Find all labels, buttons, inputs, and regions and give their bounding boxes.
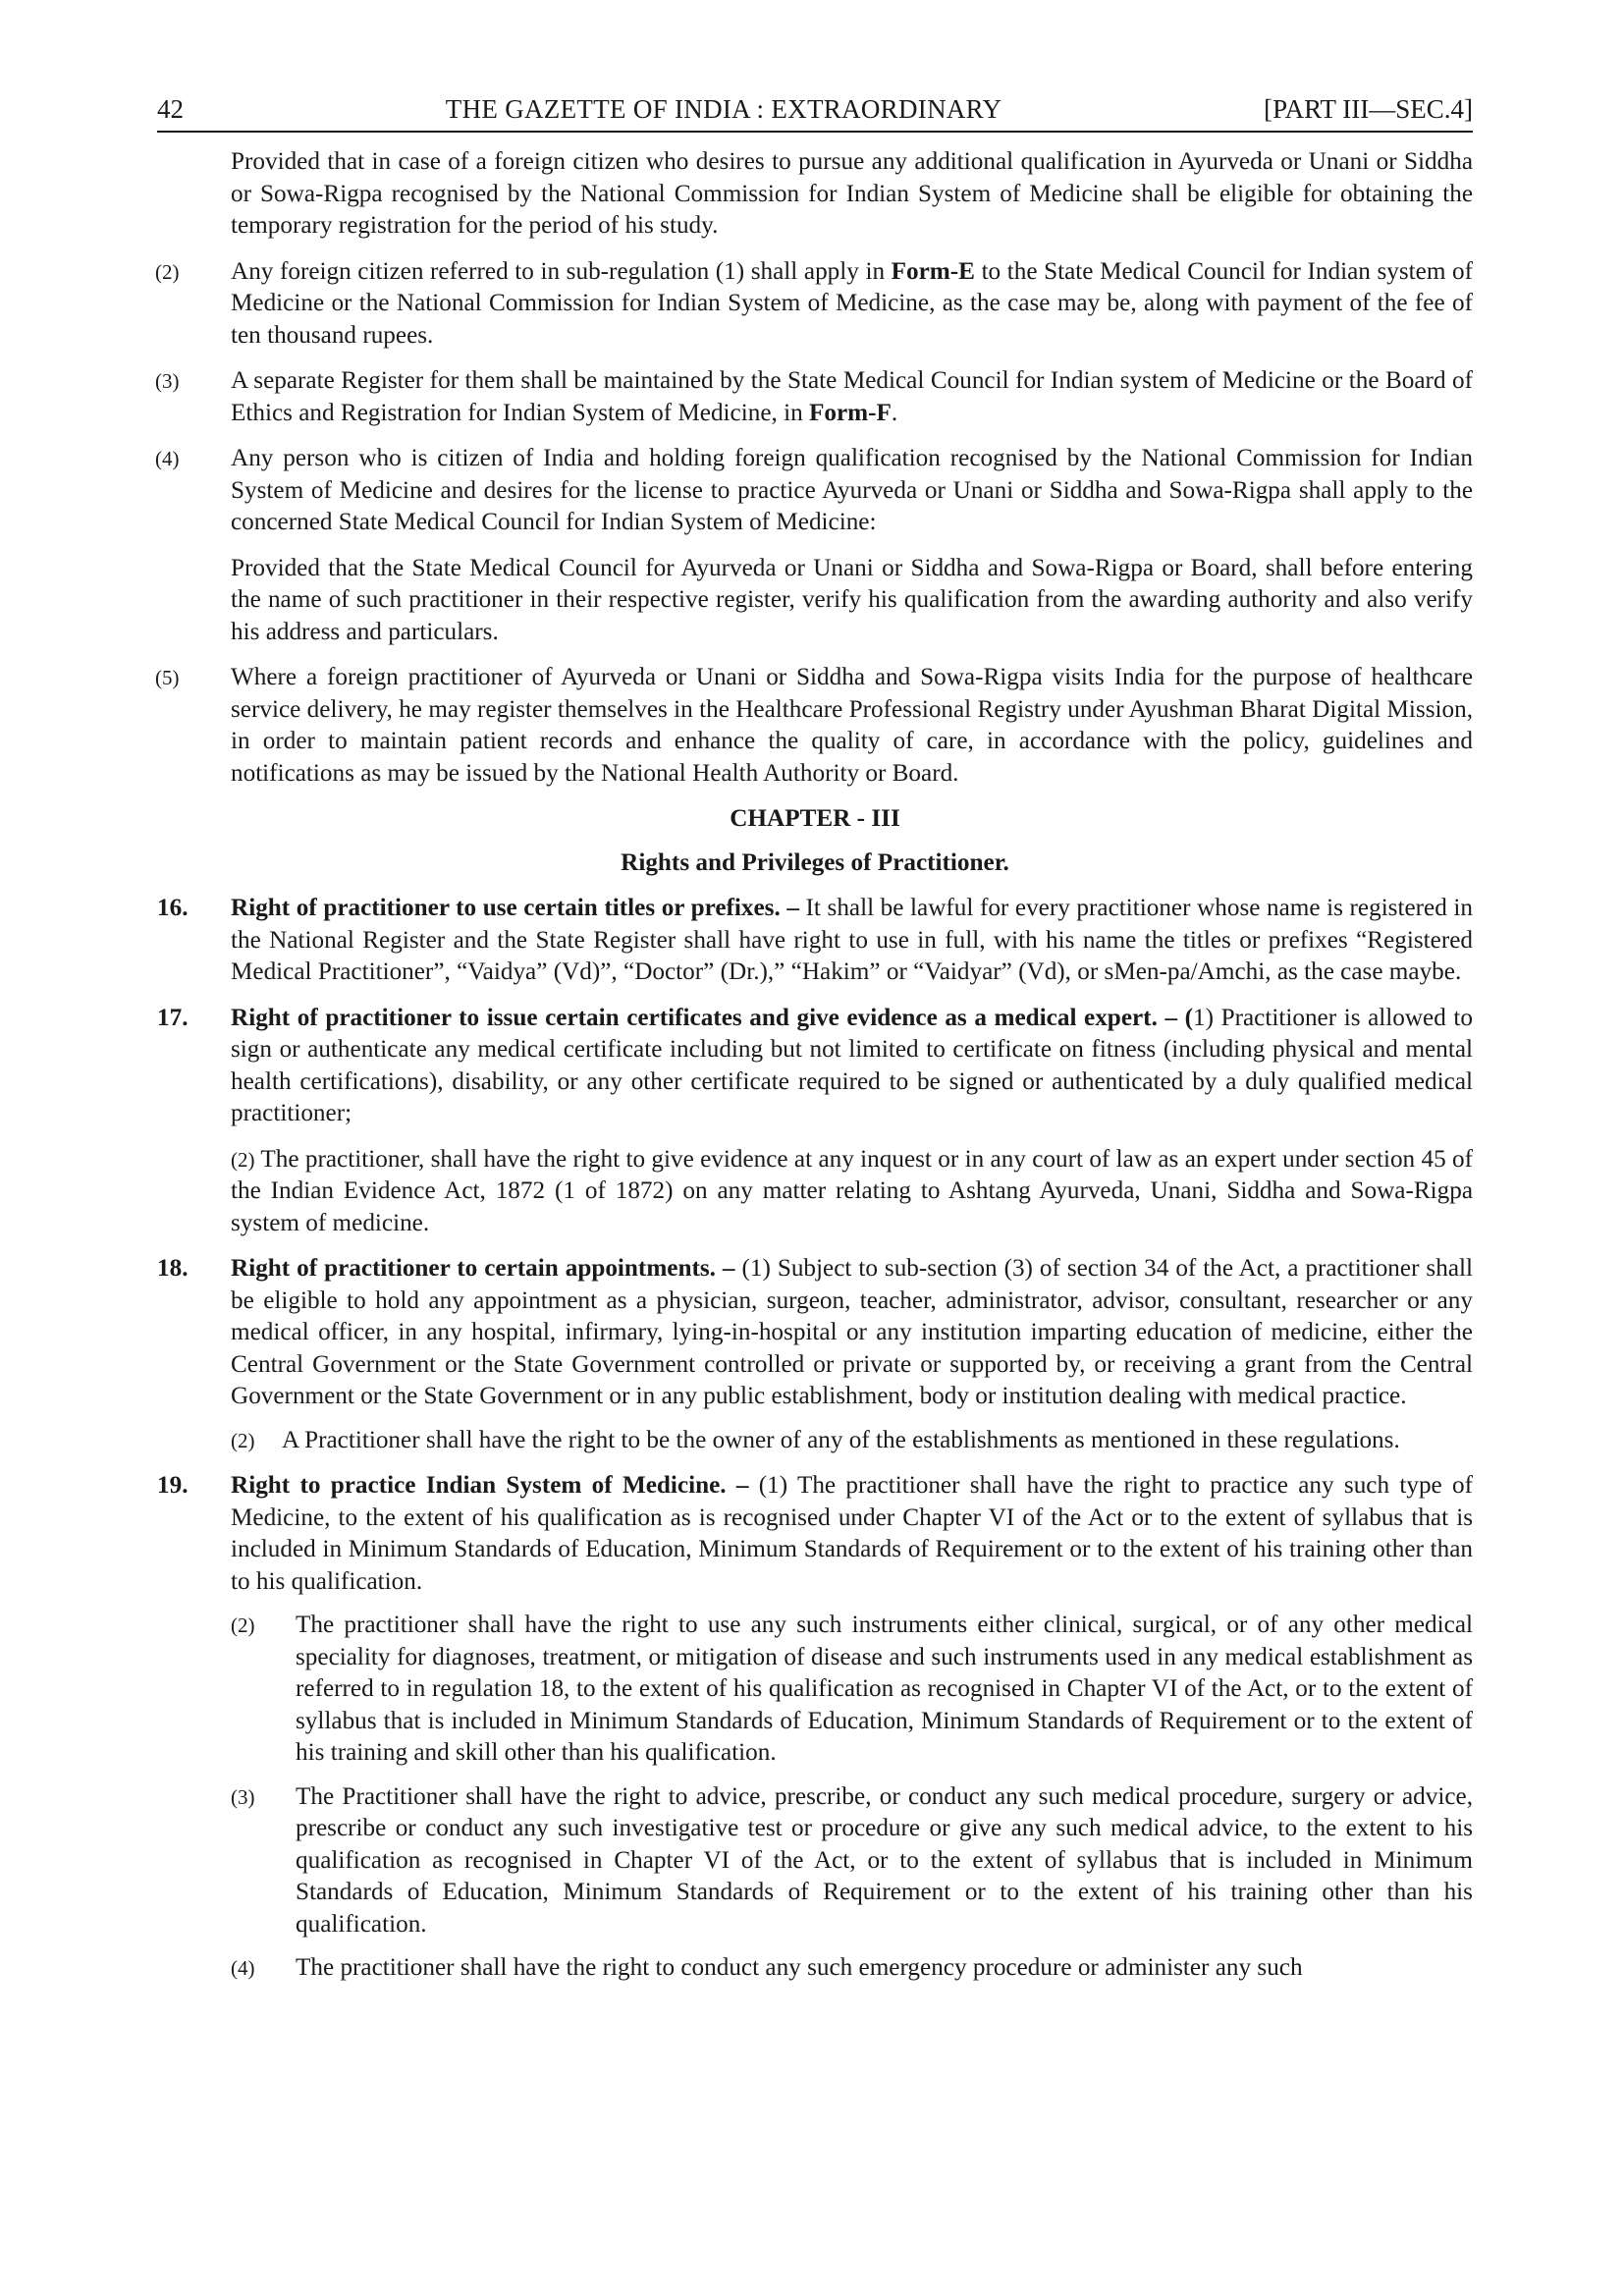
section-19: 19. Right to practice Indian System of Medicine. – (1) The practitioner shall have the right to practice any such type of Medicine, to the extent of his qualification as is recognised under Chapter VI of the Act or to the extent of syllabus that is included in Minimum Standards of Education, Minimum Standards of Requirement or to the extent of his training other than to his qualification. <box>157 1472 1473 1595</box>
section-19-clause-2: (2) The practitioner shall have the right to use any such instruments either clinical, surgical, or of any other medical speciality for diagnoses, treatment, or mitigation of disease and such instruments used in any medical establishment as referred to in regulation 18, to the extent of his qualification as recognised in Chapter VI of the Act, or to the extent of syllabus that is included in Minimum Standards of Education, Minimum Standards of Requirement or to the extent of his training and skill other than his qualification. <box>231 1612 1473 1766</box>
section-16: 16. Right of practitioner to use certain titles or prefixes. – It shall be lawful for every practitioner whose name is registered in the National Register and the State Register shall have right to use in full, with his name the titles or prefixes “Registered Medical Practitioner”, “Vaidya” (Vd)”, “Doctor” (Dr.),” “Hakim” or “Vaidyar” (Vd), or sMen-pa/Amchi, as the case maybe. <box>157 895 1474 985</box>
chapter-subheading: Rights and Privileges of Practitioner. <box>621 848 1009 876</box>
clause-number: (2) <box>231 1428 255 1452</box>
section-number: 16. <box>157 895 189 921</box>
clause-number: (5) <box>155 666 180 689</box>
proviso-foreign-citizen: Provided that in case of a foreign citizen who desires to pursue any additional qualification in Ayurveda or Unani or Siddha or Sowa-Rigpa recognised by the National Commission for Indian System of Medicine shall be eligible for obtaining the temporary registration for the period of his study. <box>231 148 1473 239</box>
clause-number: (3) <box>155 369 180 393</box>
form-reference: Form-E <box>891 257 975 285</box>
section-17: 17. Right of practitioner to issue certain certificates and give evidence as a medical expert. – (1) Practitioner is allowed to sign or authenticate any medical certificate including but not limited to certificate on fitness (including physical and mental health certifications), disability, or any other certificate required to be signed or authenticated by a duly qualified medical practitioner; <box>157 1004 1473 1126</box>
part-section: [PART III—SEC.4] <box>1264 94 1473 124</box>
sub-regulation-3: (3) A separate Register for them shall be maintained by the State Medical Council for Indian system of Medicine or the Board of Ethics and Registration for Indian System of Medicine, in Form-F. <box>155 367 1473 426</box>
section-heading: Right to practice Indian System of Medicine. – <box>231 1472 749 1499</box>
clause-number: (4) <box>155 447 180 470</box>
section-heading: Right of practitioner to use certain titles or prefixes. – <box>231 895 799 921</box>
clause-number: (4) <box>231 1956 255 1980</box>
sub-regulation-4: (4) Any person who is citizen of India and holding foreign qualification recognised by the National Commission for Indian System of Medicine and desires for the license to practice Ayurveda or Unani or Siddha and Sowa-Rigpa shall apply to the concerned State Medical Council for Indian System of Medicine: <box>155 445 1473 535</box>
section-number: 19. <box>157 1472 189 1499</box>
section-18: 18. Right of practitioner to certain appointments. – (1) Subject to sub-section (3) of section 34 of the Act, a practitioner shall be eligible to hold any appointment as a physician, surgeon, teacher, administrator, advisor, consultant, researcher or any medical officer, in any hospital, infirmary, lying-in-hospital or any institution imparting education of medicine, either the Central Government or the State Government controlled or private or supported by, or receiving a grant from the Central Government or the State Government or in any public establishment, body or institution dealing with medical practice. <box>157 1255 1473 1409</box>
section-number: 18. <box>157 1255 189 1282</box>
page-header <box>157 94 1473 133</box>
clause-number: (3) <box>231 1784 255 1809</box>
form-reference: Form-F <box>809 399 892 426</box>
section-heading: Right of practitioner to certain appointments. – <box>231 1255 735 1282</box>
gazette-page <box>157 94 1473 1985</box>
page-content <box>157 146 1473 1985</box>
clause-number: (2) <box>231 1147 255 1172</box>
section-19-clause-4: (4) The practitioner shall have the right to conduct any such emergency procedure or administer any such <box>231 1952 1473 1985</box>
chapter-heading: CHAPTER - III <box>730 805 900 832</box>
clause-number: (2) <box>231 1613 255 1637</box>
section-number: 17. <box>157 1004 189 1031</box>
section-19-clause-3: (3) The Practitioner shall have the right to advice, prescribe, or conduct any such medical procedure, surgery or advice, prescribe or conduct any such investigative test or procedure or give any such medical advice, to the extent to his qualification as recognised in Chapter VI of the Act, or to the extent of syllabus that is included in Minimum Standards of Education, Minimum Standards of Requirement or to the extent of his training other than his qualification. <box>231 1782 1473 1938</box>
section-18-clause-2: (2) A Practitioner shall have the right to be the owner of any of the establishments as mentioned in these regulations. <box>231 1425 1473 1457</box>
sub-regulation-5: (5) Where a foreign practitioner of Ayurveda or Unani or Siddha and Sowa-Rigpa visits India for the purpose of healthcare service delivery, he may register themselves in the Healthcare Professional Registry under Ayushman Bharat Digital Mission, in order to maintain patient records and enhance the quality of care, in accordance with the policy, guidelines and notifications as may be issued by the National Health Authority or Board. <box>155 664 1473 787</box>
section-17-clause-2: (2) The practitioner, shall have the right to give evidence at any inquest or in any court of law as an expert under section 45 of the Indian Evidence Act, 1872 (1 of 1872) on any matter relating to Ashtang Ayurveda, Unani, Siddha and Sowa-Rigpa system of medicine. <box>231 1145 1473 1236</box>
section-heading: Right of practitioner to issue certain certificates and give evidence as a medical expert. – ( <box>231 1004 1194 1031</box>
sub-regulation-2: (2) Any foreign citizen referred to in sub-regulation (1) shall apply in Form-E to the State Medical Council for Indian system of Medicine or the National Commission for Indian System of Medicine, as the case may be, along with payment of the fee of ten thousand rupees. <box>155 257 1473 349</box>
proviso-state-council: Provided that the State Medical Council for Ayurveda or Unani or Siddha and Sowa-Rigpa or Board, shall before entering the name of such practitioner in their respective register, verify his qualification from the awarding authority and also verify his address and particulars. <box>231 554 1473 645</box>
page-number: 42 <box>157 94 184 124</box>
clause-number: (2) <box>155 259 180 284</box>
gazette-title: THE GAZETTE OF INDIA : EXTRAORDINARY <box>445 94 1002 124</box>
